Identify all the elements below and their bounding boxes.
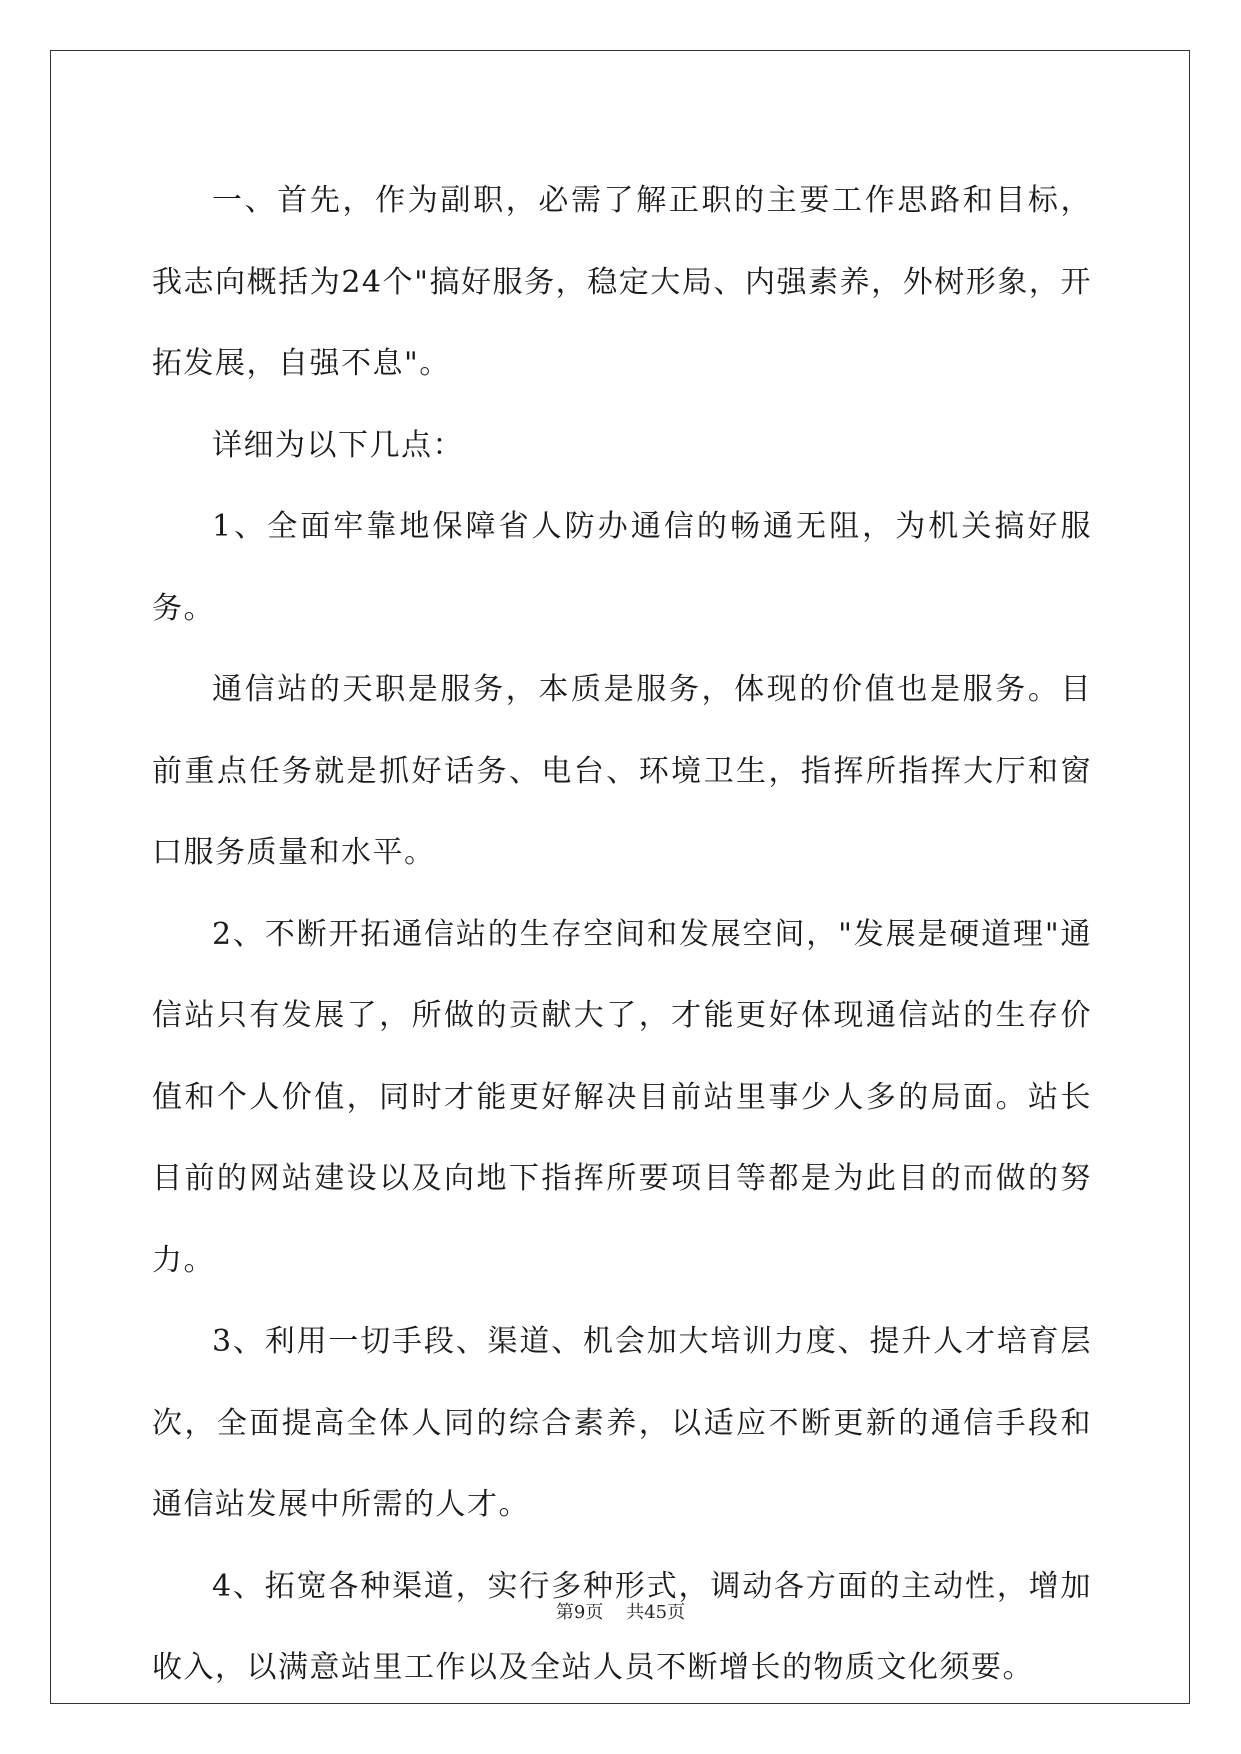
page-number: 9 xyxy=(573,1602,586,1623)
total-pages: 45 xyxy=(644,1602,668,1623)
paragraph-intro: 一、首先，作为副职，必需了解正职的主要工作思路和目标，我志向概括为24个"搞好服务，稳定大局、内强素养，外树形象，开拓发展，自强不息"。 xyxy=(152,183,1092,381)
paragraph-item-2: 2、不断开拓通信站的生存空间和发展空间，"发展是硬道理"通信站只有发展了，所做的贡献大了，才能更好体现通信站的生存价值和个人价值，同时才能更好解决目前站里事少人多的局面。站长目前的网站建设以及向地下指挥所要项目等都是为此目的而做的努力。 xyxy=(152,916,1092,1278)
paragraph-item-1: 1、全面牢靠地保障省人防办通信的畅通无阻，为机关搞好服务。 xyxy=(152,509,1092,626)
document-body xyxy=(152,160,1092,1709)
paragraph-details-heading: 详细为以下几点： xyxy=(212,427,464,463)
page-prefix: 第 xyxy=(555,1602,574,1623)
total-prefix: 共 xyxy=(626,1602,645,1623)
total-suffix: 页 xyxy=(667,1602,686,1623)
paragraph-item-3: 3、利用一切手段、渠道、机会加大培训力度、提升人才培育层次，全面提高全体人同的综合素养，以适应不断更新的通信手段和通信站发展中所需的人才。 xyxy=(152,1324,1092,1522)
paragraph-item-1-body: 通信站的天职是服务，本质是服务，体现的价值也是服务。目前重点任务就是抓好话务、电台、环境卫生，指挥所指挥大厅和窗口服务质量和水平。 xyxy=(152,672,1092,870)
page-suffix: 页 xyxy=(585,1602,604,1623)
paragraph-item-4: 4、拓宽各种渠道，实行多种形式，调动各方面的主动性，增加收入，以满意站里工作以及全站人员不断增长的物质文化须要。 xyxy=(152,1568,1092,1685)
page-footer xyxy=(0,1598,1241,1624)
